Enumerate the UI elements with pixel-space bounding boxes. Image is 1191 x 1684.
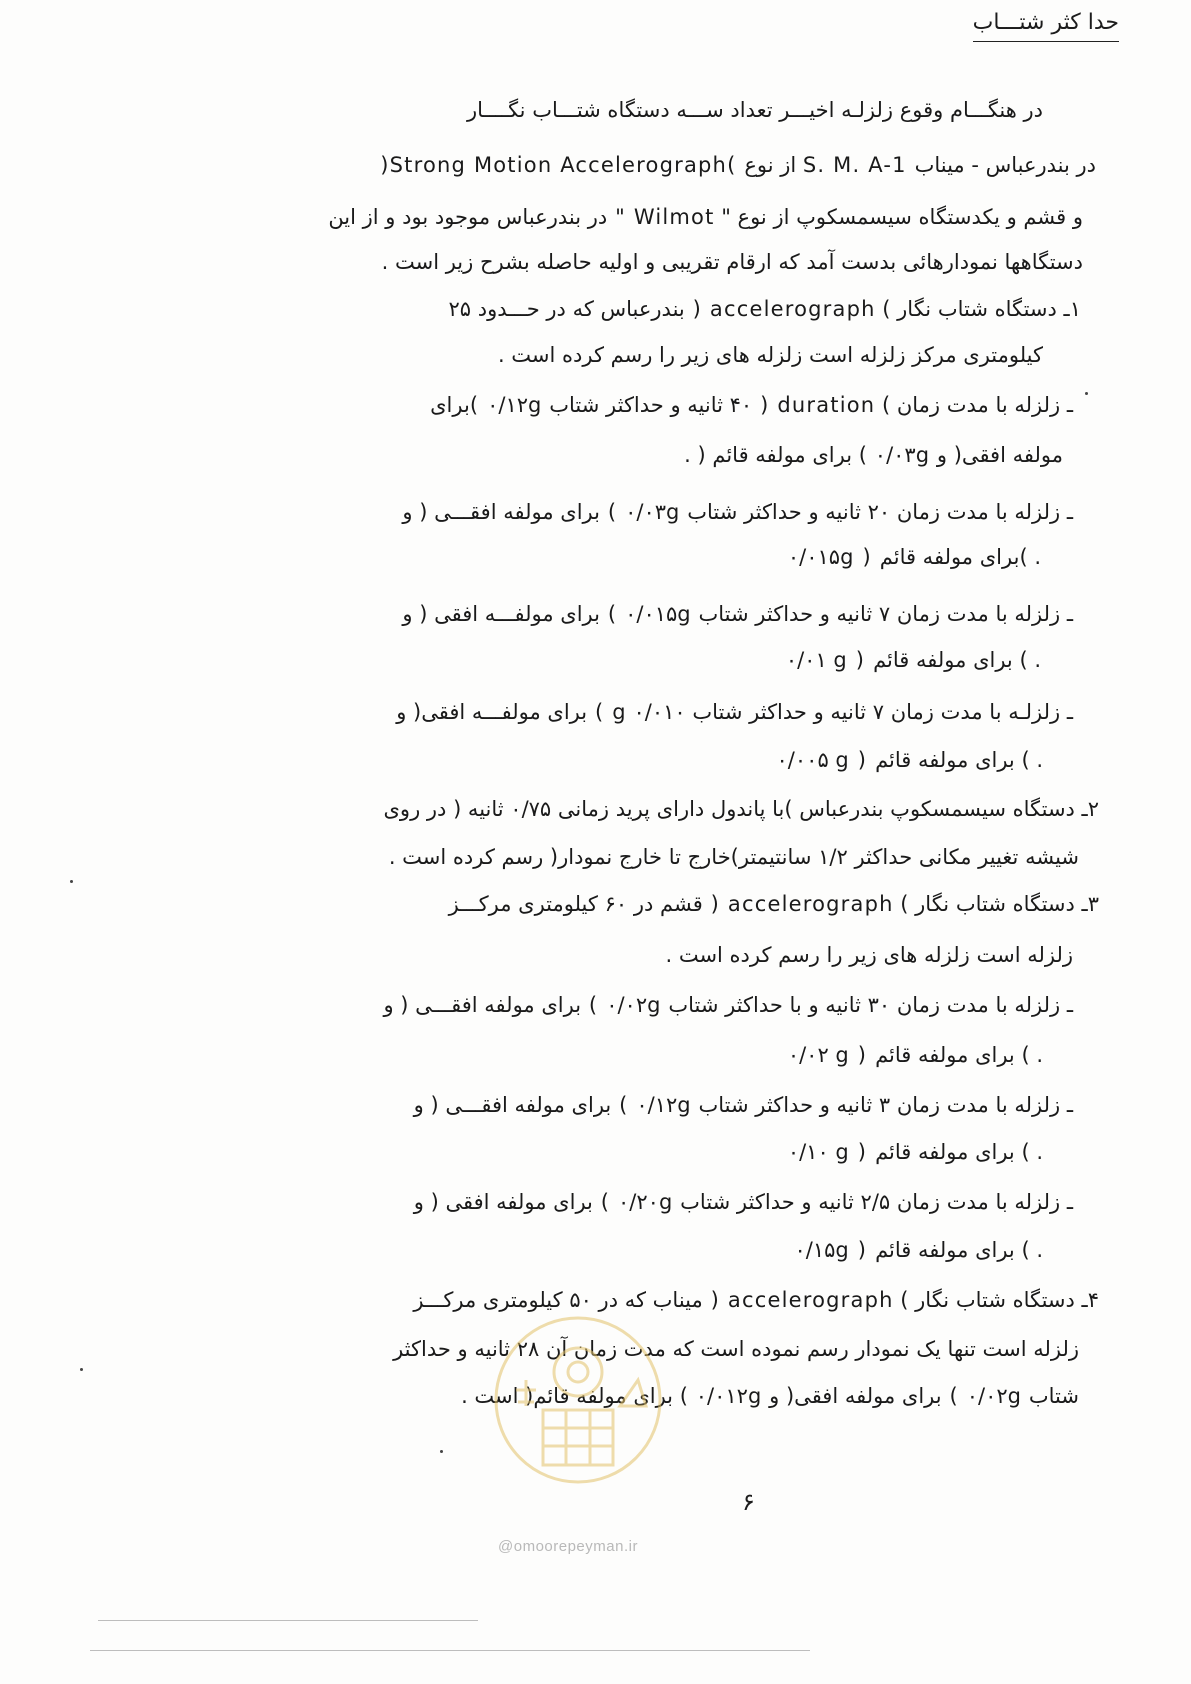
line-14: ۰/۰۰۵ g ) برای مولفه قائم ( .: [776, 748, 1043, 772]
line-4: دستگاهها نمودارهائی بدست آمد که ارقام تقریبی و اولیه حاصله بشرح زیر است .: [381, 250, 1083, 274]
line-27: شتاب ۰/۰۲g ) برای مولفه افقی( و ۰/۰۱۲g ) برای مولفه قائم( است .: [461, 1384, 1079, 1408]
line-8: مولفه افقی( و ۰/۰۳g ) برای مولفه قائم ( .: [684, 443, 1063, 467]
line-26: زلزله است تنها یک نمودار رسم نموده است که مدت زمان آن ۲۸ ثانیه و حداکثر: [393, 1337, 1079, 1361]
watermark-seal: [488, 1310, 668, 1510]
line-2: )Strong Motion Accelerograph( از نوع S. M. A-1 در بندرعباس - میناب: [380, 153, 1096, 177]
line-10: ۰/۰۱۵g ) برای مولفه قائم( .: [787, 545, 1041, 569]
line-25: ۴ـ دستگاه شتاب نگار ) accelerograph ( میناب که در ۵۰ کیلومتری مرکـــز: [413, 1288, 1099, 1312]
line-24: ۰/۱۵g ) برای مولفه قائم ( .: [794, 1238, 1043, 1262]
scan-speck: [440, 1450, 443, 1453]
line-13: ـ زلزلـه با مدت زمان ۷ ثانیه و حداکثر شتاب ۰/۰۱۰ g ) برای مولفـــه افقی( و: [396, 700, 1073, 724]
scan-speck: [1085, 392, 1088, 395]
line-21: ـ زلزله با مدت زمان ۳ ثانیه و حداکثر شتاب ۰/۱۲g ) برای مولفه افقـــی ( و: [413, 1093, 1073, 1117]
line-12: ۰/۰۱ g ) برای مولفه قائم ( .: [785, 648, 1041, 672]
watermark-url: @omoorepeyman.ir: [498, 1538, 638, 1555]
line-22: ۰/۱۰ g ) برای مولفه قائم ( .: [787, 1140, 1043, 1164]
line-15: ۲ـ دستگاه سیسمسکوپ بندرعباس )با پاندول دارای پرید زمانی ۰/۷۵ ثانیه ( در روی: [383, 797, 1099, 821]
watermark-crane-icon: [620, 1380, 646, 1406]
watermark-gear-icon: [554, 1348, 602, 1396]
line-5: ۱ـ دستگاه شتاب نگار ) accelerograph ( بندرعباس که در حـــدود ۲۵: [448, 297, 1081, 321]
line-18: زلزله است زلزله های زیر را رسم کرده است .: [665, 943, 1073, 967]
watermark-inner-circle: [568, 1362, 588, 1382]
scan-speck: [80, 1368, 83, 1371]
line-3: و قشم و یکدستگاه سیسمسکوپ از نوع " Wilmot " در بندرعباس موجود بود و از این: [328, 205, 1083, 229]
watermark-outer-ring: [496, 1318, 660, 1482]
section-heading: حدا کثر شتـــاب: [973, 10, 1119, 42]
line-16: شیشه تغییر مکانی حداکثر ۱/۲ سانتیمتر)خارج تا خارج نمودار( رسم کرده است .: [388, 845, 1079, 869]
line-7: ـ زلزله با مدت زمان ) duration ( ۴۰ ثانیه و حداکثر شتاب ۰/۱۲g )برای: [430, 393, 1073, 417]
scan-noise-line: [90, 1650, 810, 1651]
watermark-grid: [543, 1410, 613, 1465]
scan-speck: [70, 880, 73, 883]
line-20: ۰/۰۲ g ) برای مولفه قائم ( .: [787, 1043, 1043, 1067]
scan-noise-line: [98, 1620, 478, 1621]
line-19: ـ زلزله با مدت زمان ۳۰ ثانیه و با حداکثر شتاب ۰/۰۲g ) برای مولفه افقـــی ( و: [383, 993, 1073, 1017]
line-6: کیلومتری مرکز زلزله است زلزله های زیر را رسم کرده است .: [497, 343, 1043, 367]
line-23: ـ زلزله با مدت زمان ۲/۵ ثانیه و حداکثر شتاب ۰/۲۰g ) برای مولفه افقی ( و: [413, 1190, 1073, 1214]
line-9: ـ زلزله با مدت زمان ۲۰ ثانیه و حداکثر شتاب ۰/۰۳g ) برای مولفه افقـــی ( و: [402, 500, 1073, 524]
line-1: در هنگـــام وقوع زلزلـه اخیـــر تعداد ســـه دستگاه شتـــاب نگــــار: [466, 98, 1043, 122]
page-number: ۶: [742, 1488, 755, 1516]
watermark-scale-icon: [516, 1380, 536, 1406]
line-11: ـ زلزله با مدت زمان ۷ ثانیه و حداکثر شتاب ۰/۰۱۵g ) برای مولفـــه افقی ( و: [402, 602, 1073, 626]
line-17: ۳ـ دستگاه شتاب نگار ) accelerograph ( قشم در ۶۰ کیلومتری مرکـــز: [448, 892, 1099, 916]
